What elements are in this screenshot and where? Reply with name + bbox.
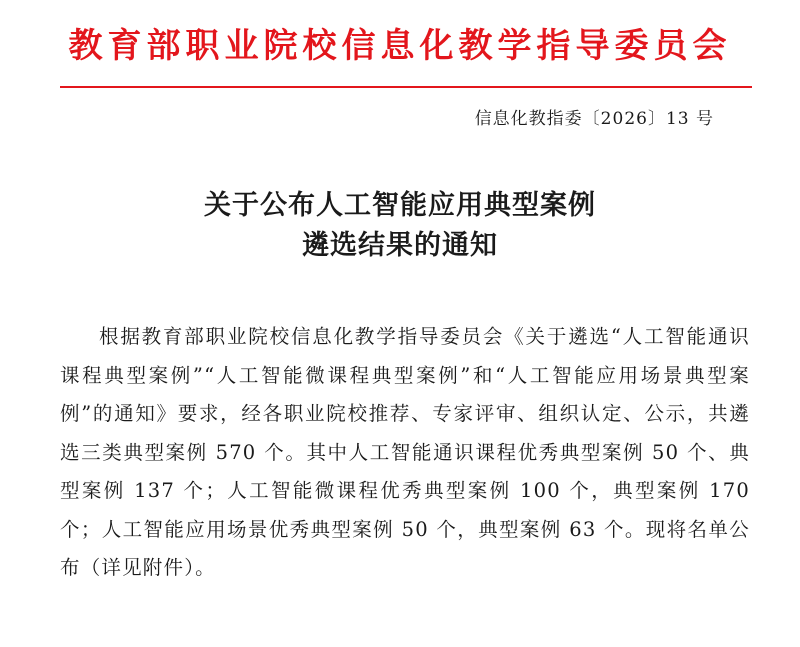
document-body-paragraph: 根据教育部职业院校信息化教学指导委员会《关于遴选“人工智能通识课程典型案例”“人工智能微课程典型案例”和“人工智能应用场景典型案例”的通知》要求，经各职业院校推荐、专家评审、组织认定、公示，共遴选三类典型案例 570 个。其中人工智能通识课程优秀典型案例 50 个、典型案例 137 个；人工智能微课程优秀典型案例 100 个，典型案例 170 个；人工智能应用场景优秀典型案例 50 个，典型案例 63 个。现将名单公布（详见附件）。 [60, 325, 750, 579]
issuer-header: 教育部职业院校信息化教学指导委员会 [68, 26, 732, 66]
red-divider-line [60, 86, 752, 88]
document-title [0, 186, 800, 266]
document-title-line-2: 遴选结果的通知 [302, 230, 498, 261]
document-number: 信息化教指委〔2026〕13 号 [474, 109, 714, 129]
document-title-line-1: 关于公布人工智能应用典型案例 [204, 190, 596, 221]
